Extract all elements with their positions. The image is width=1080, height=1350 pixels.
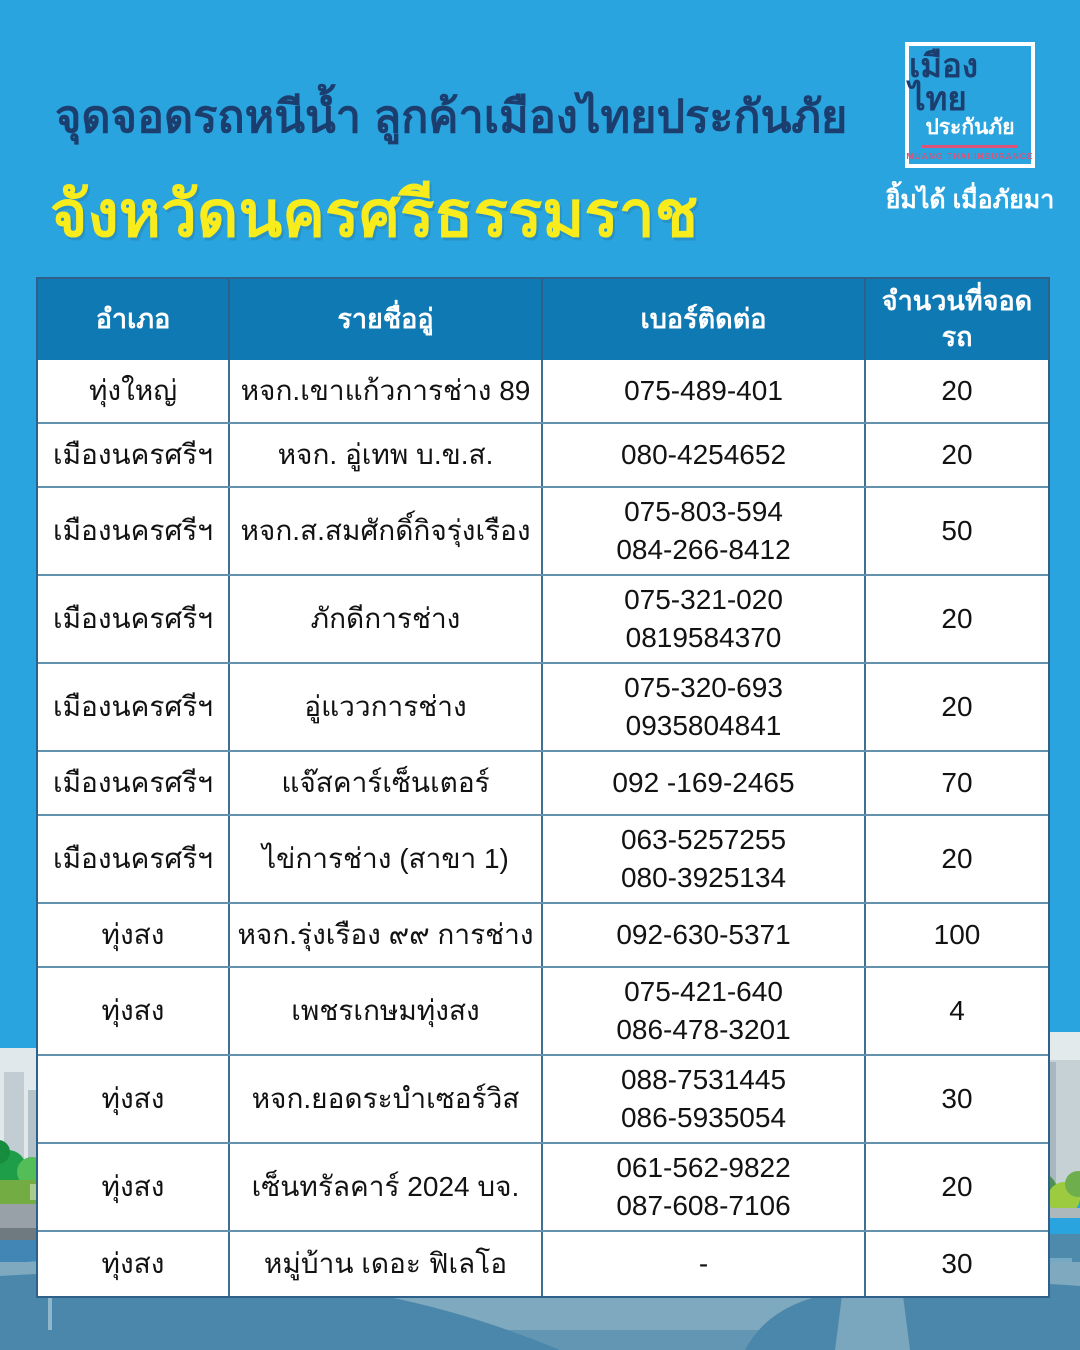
table-row xyxy=(38,904,1048,968)
logo-brand-english: MUANG THAI INSURANCE xyxy=(906,150,1034,161)
phone-number: 092 -169-2465 xyxy=(612,766,795,798)
spots-cell: 20 xyxy=(941,690,973,722)
phone-number: 080-3925134 xyxy=(620,861,787,893)
district-cell: ทุ่งสง xyxy=(38,1056,230,1142)
table-row xyxy=(38,752,1048,816)
logo-brand-thai: เมืองไทย xyxy=(909,47,978,118)
phone-cell xyxy=(543,664,866,750)
garage-cell: ไข่การช่าง (สาขา 1) xyxy=(230,816,543,902)
phone-cell xyxy=(543,1232,866,1296)
phone-number: - xyxy=(698,1247,709,1279)
table-row xyxy=(38,488,1048,576)
garage-cell: เซ็นทรัลคาร์ 2024 บจ. xyxy=(230,1144,543,1230)
table-row xyxy=(38,360,1048,424)
garage-cell: เพชรเกษมทุ่งสง xyxy=(230,968,543,1054)
phone-cell xyxy=(543,424,866,486)
garage-cell: หจก.เขาแก้วการช่าง 89 xyxy=(230,360,543,422)
col-header-phone: เบอร์ติดต่อ xyxy=(543,279,866,360)
phone-number: 075-803-594 xyxy=(624,496,783,528)
parking-table xyxy=(36,277,1050,1298)
phone-cell xyxy=(543,488,866,574)
table-row xyxy=(38,664,1048,752)
garage-cell: ภักดีการช่าง xyxy=(230,576,543,662)
table-row xyxy=(38,424,1048,488)
muang-thai-logo xyxy=(905,42,1035,168)
phone-cell xyxy=(543,1144,866,1230)
phone-cell xyxy=(543,360,866,422)
page-title: จุดจอดรถหนีน้ำ ลูกค้าเมืองไทยประกันภัย xyxy=(55,91,848,142)
phone-number: 086-478-3201 xyxy=(616,1013,791,1045)
phone-number: 075-421-640 xyxy=(624,976,783,1008)
table-row xyxy=(38,1232,1048,1296)
logo-divider xyxy=(922,145,1018,148)
col-header-district: อำเภอ xyxy=(38,279,230,360)
garage-cell: หจก.รุ่งเรือง ๙๙ การช่าง xyxy=(230,904,543,966)
district-cell: เมืองนครศรีฯ xyxy=(38,816,230,902)
spots-cell: 20 xyxy=(941,1170,973,1202)
spots-cell: 20 xyxy=(941,842,973,874)
phone-number: 075-321-020 xyxy=(624,584,783,616)
phone-cell xyxy=(543,904,866,966)
phone-cell xyxy=(543,968,866,1054)
district-cell: ทุ่งสง xyxy=(38,968,230,1054)
garage-cell: หจก.ส.สมศักดิ์กิจรุ่งเรือง xyxy=(230,488,543,574)
table-body xyxy=(38,360,1048,1296)
garage-cell: อู่แววการช่าง xyxy=(230,664,543,750)
phone-number: 0935804841 xyxy=(625,709,782,741)
table-row xyxy=(38,968,1048,1056)
garage-cell: แจ๊สคาร์เซ็นเตอร์ xyxy=(230,752,543,814)
phone-number: 087-608-7106 xyxy=(616,1189,791,1221)
district-cell: เมืองนครศรีฯ xyxy=(38,752,230,814)
district-cell: เมืองนครศรีฯ xyxy=(38,488,230,574)
garage-cell: หจก.ยอดระบำเซอร์วิส xyxy=(230,1056,543,1142)
table-row xyxy=(38,1144,1048,1232)
district-cell: ทุ่งสง xyxy=(38,1232,230,1296)
table-row xyxy=(38,576,1048,664)
phone-number: 075-489-401 xyxy=(624,374,783,406)
district-cell: ทุ่งสง xyxy=(38,904,230,966)
table-header-row xyxy=(38,279,1048,360)
spots-cell: 4 xyxy=(949,994,965,1026)
phone-number: 086-5935054 xyxy=(620,1101,787,1133)
phone-number: 084-266-8412 xyxy=(616,533,791,565)
phone-number: 063-5257255 xyxy=(620,824,787,856)
logo-tagline: ยิ้มได้ เมื่อภัยมา xyxy=(885,186,1055,214)
phone-number: 075-320-693 xyxy=(624,672,783,704)
spots-cell: 30 xyxy=(941,1247,973,1279)
phone-number: 092-630-5371 xyxy=(616,918,791,950)
garage-cell: หจก. อู่เทพ บ.ข.ส. xyxy=(230,424,543,486)
col-header-spots: จำนวนที่จอดรถ xyxy=(881,286,1033,353)
district-cell: เมืองนครศรีฯ xyxy=(38,576,230,662)
district-cell: ทุ่งใหญ่ xyxy=(38,360,230,422)
phone-number: 080-4254652 xyxy=(620,438,787,470)
spots-cell: 20 xyxy=(941,602,973,634)
table-row xyxy=(38,1056,1048,1144)
spots-cell: 50 xyxy=(941,514,973,546)
phone-cell xyxy=(543,576,866,662)
phone-number: 061-562-9822 xyxy=(616,1152,791,1184)
phone-number: 088-7531445 xyxy=(620,1064,787,1096)
table-row xyxy=(38,816,1048,904)
spots-cell: 20 xyxy=(941,438,973,470)
district-cell: เมืองนครศรีฯ xyxy=(38,424,230,486)
spots-cell: 100 xyxy=(933,918,981,950)
spots-cell: 20 xyxy=(941,374,973,406)
spots-cell: 30 xyxy=(941,1082,973,1114)
logo-brand-sub: ประกันภัย xyxy=(925,116,1015,140)
district-cell: เมืองนครศรีฯ xyxy=(38,664,230,750)
spots-cell: 70 xyxy=(941,766,973,798)
phone-cell xyxy=(543,752,866,814)
col-header-garage: รายชื่ออู่ xyxy=(230,279,543,360)
phone-number: 0819584370 xyxy=(625,621,782,653)
garage-cell: หมู่บ้าน เดอะ ฟิเลโอ xyxy=(230,1232,543,1296)
phone-cell xyxy=(543,1056,866,1142)
phone-cell xyxy=(543,816,866,902)
province-title: จังหวัดนครศรีธรรมราช xyxy=(50,178,699,250)
district-cell: ทุ่งสง xyxy=(38,1144,230,1230)
